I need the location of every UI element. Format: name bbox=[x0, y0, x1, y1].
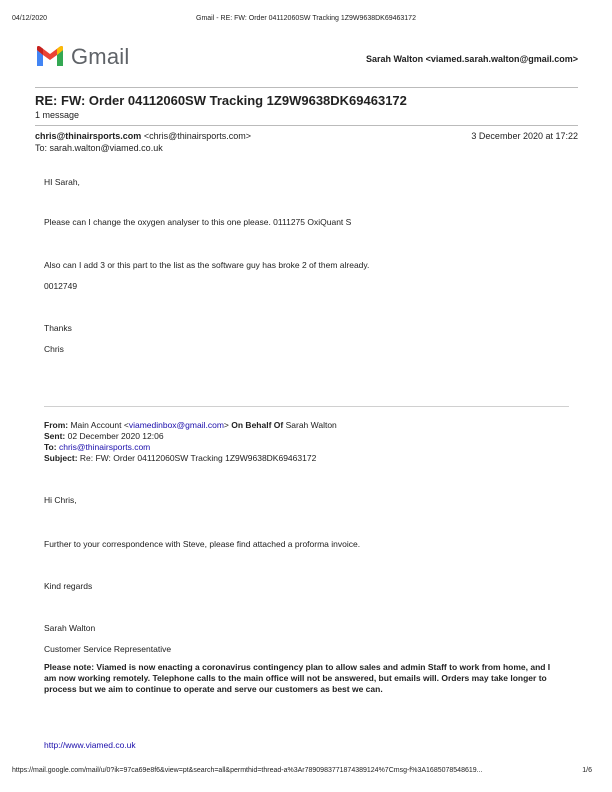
sender-name: chris@thinairsports.com bbox=[35, 131, 142, 141]
body-line-2: Also can I add 3 or this part to the list as the software guy has broke 2 of them already. bbox=[44, 260, 370, 270]
quoted-regards: Kind regards bbox=[44, 581, 93, 591]
footer-url: https://mail.google.com/mail/u/0?ik=97ca69e8f6&view=pt&search=all&permthid=thread-a%3Ar7890983771874389124%7Cmsg-f%3A1685078548619... bbox=[12, 767, 483, 774]
quoted-subject-label: Subject: bbox=[44, 453, 78, 463]
signature-name: Sarah Walton bbox=[44, 623, 96, 633]
quoted-sent-value: 02 December 2020 12:06 bbox=[67, 431, 164, 441]
thread-subject: RE: FW: Order 04112060SW Tracking 1Z9W9638DK69463172 bbox=[35, 93, 407, 108]
quoted-to-link[interactable]: chris@thinairsports.com bbox=[58, 442, 151, 452]
on-behalf-name: Sarah Walton bbox=[285, 420, 337, 430]
quoted-line-1: Further to your correspondence with Steve, please find attached a proforma invoice. bbox=[44, 539, 361, 549]
body-line-1: Please can I change the oxygen analyser to this one please. 0111275 OxiQuant S bbox=[44, 217, 352, 227]
signature-title: Customer Service Representative bbox=[44, 644, 172, 654]
message-rule bbox=[35, 125, 578, 126]
quoted-subject-value: Re: FW: Order 04112060SW Tracking 1Z9W9638DK69463172 bbox=[79, 453, 317, 463]
gmail-logo-icon bbox=[35, 44, 65, 68]
quoted-to-label: To: bbox=[44, 442, 57, 452]
quoted-greeting: Hi Chris, bbox=[44, 495, 77, 505]
print-title: Gmail - RE: FW: Order 04112060SW Tracking 1Z9W9638DK69463172 bbox=[196, 15, 416, 22]
gmail-wordmark: Gmail bbox=[71, 44, 130, 69]
message-date: 3 December 2020 at 17:22 bbox=[471, 131, 578, 141]
sender-email: <chris@thinairsports.com> bbox=[143, 131, 252, 141]
quoted-from bbox=[44, 420, 337, 430]
quoted-sent bbox=[44, 431, 164, 441]
on-behalf-label: On Behalf Of bbox=[231, 420, 284, 430]
account-name: Sarah Walton <viamed.sarah.walton@gmail.com> bbox=[365, 54, 578, 64]
website-link[interactable]: http://www.viamed.co.uk bbox=[44, 740, 136, 750]
quoted-divider bbox=[44, 406, 569, 407]
body-thanks: Thanks bbox=[44, 323, 72, 333]
body-signoff: Chris bbox=[44, 344, 64, 354]
footer-page-number: 1/6 bbox=[582, 767, 592, 774]
body-greeting: HI Sarah, bbox=[44, 177, 80, 187]
print-date: 04/12/2020 bbox=[12, 15, 48, 22]
quoted-from-email-link[interactable]: viamedinbox@gmail.com bbox=[128, 420, 224, 430]
quoted-sent-label: Sent: bbox=[44, 431, 66, 441]
quoted-from-prefix: Main Account < bbox=[70, 420, 129, 430]
quoted-from-label: From: bbox=[44, 420, 69, 430]
header-rule bbox=[35, 87, 578, 88]
message-sender bbox=[35, 131, 251, 141]
body-part-number: 0012749 bbox=[44, 281, 78, 291]
message-recipient: To: sarah.walton@viamed.co.uk bbox=[35, 143, 163, 153]
contingency-note: Please note: Viamed is now enacting a coronavirus contingency plan to allow sales and admin Staff to work from home, and I am now working remotely. Telephone calls to the main office will not be answered, but emails will. Orders may take longer to process but we aim to continue to operate and serve our customers as best we can. bbox=[44, 662, 551, 694]
quoted-to bbox=[44, 442, 150, 452]
message-count: 1 message bbox=[35, 110, 80, 120]
quoted-from-suffix: > bbox=[223, 420, 229, 430]
quoted-subject bbox=[44, 453, 316, 463]
